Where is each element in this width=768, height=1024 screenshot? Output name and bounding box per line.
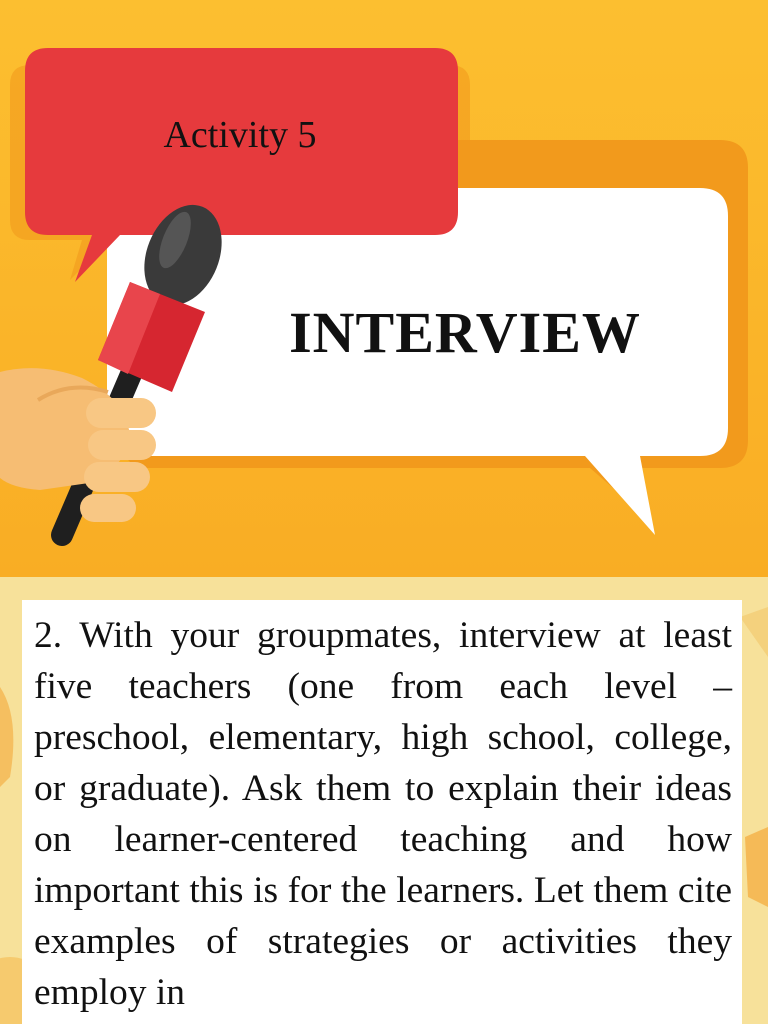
instruction-text: 2. With your groupmates, interview at least five teachers (one from each level – preschool, elementary, high school, college, or graduate). Ask them to explain their ideas on learner-centered teaching and how important this is for the learners. Let them cite examples of strategies or activities they employ in bbox=[34, 615, 732, 1013]
activity-label: Activity 5 bbox=[163, 114, 317, 156]
page-title: INTERVIEW bbox=[289, 300, 641, 365]
content-area bbox=[0, 577, 768, 1024]
instruction-card bbox=[22, 600, 742, 1024]
